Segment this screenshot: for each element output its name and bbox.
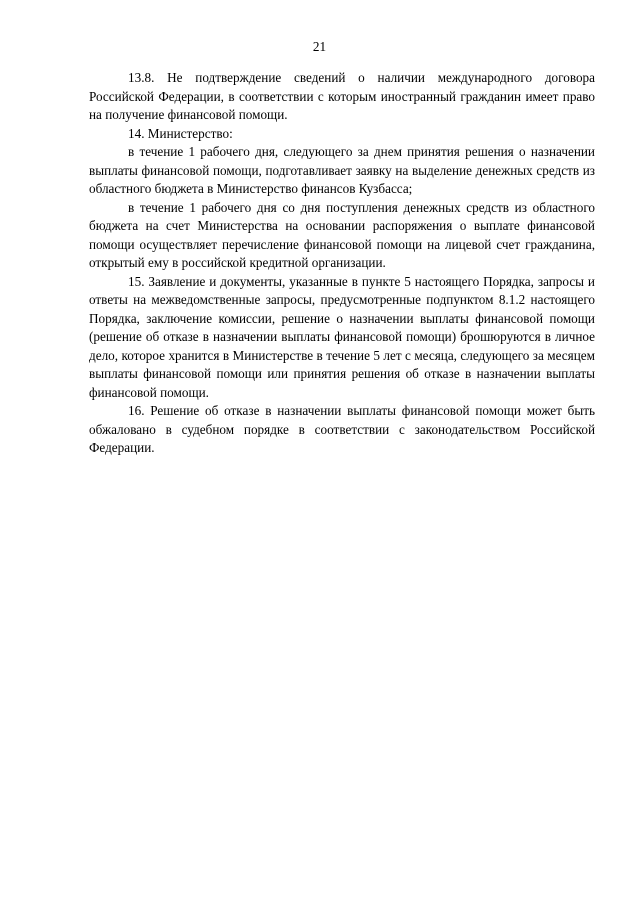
paragraph-16: 16. Решение об отказе в назначении выплаты финансовой помощи может быть обжаловано в судебном порядке в соответствии с законодательством Российской Федерации. [89, 403, 595, 455]
paragraph-14-item-1: в течение 1 рабочего дня, следующего за днем принятия решения о назначении выплаты финансовой помощи, подготавливает заявку на выделение денежных средств из областного бюджета в Министерство финансов Кузбасса; [89, 144, 595, 196]
paragraph-15: 15. Заявление и документы, указанные в пункте 5 настоящего Порядка, запросы и ответы на межведомственные запросы, предусмотренные подпунктом 8.1.2 настоящего Порядка, заключение комиссии, решение о назначении выплаты финансовой помощи (решение об отказе в назначении выплаты финансовой помощи) брошюруются в личное дело, которое хранится в Министерстве в течение 5 лет с месяца, следующего за месяцем выплаты финансовой помощи или принятия решения об отказе в назначении выплаты финансовой помощи. [89, 273, 595, 400]
paragraph-13-8: 13.8. Не подтверждение сведений о наличии международного договора Российской Федерации, в соответствии с которым иностранный гражданин имеет право на получение финансовой помощи. [89, 70, 595, 122]
page-number: 21 [312, 39, 327, 54]
document-body [89, 69, 595, 458]
paragraph-14-heading: 14. Министерство: [128, 125, 233, 141]
paragraph-14-item-2: в течение 1 рабочего дня со дня поступления денежных средств из областного бюджета на счет Министерства на основании распоряжения о выплате финансовой помощи осуществляет перечисление финансовой помощи на лицевой счет гражданина, открытый ему в российской кредитной организации. [89, 199, 595, 270]
